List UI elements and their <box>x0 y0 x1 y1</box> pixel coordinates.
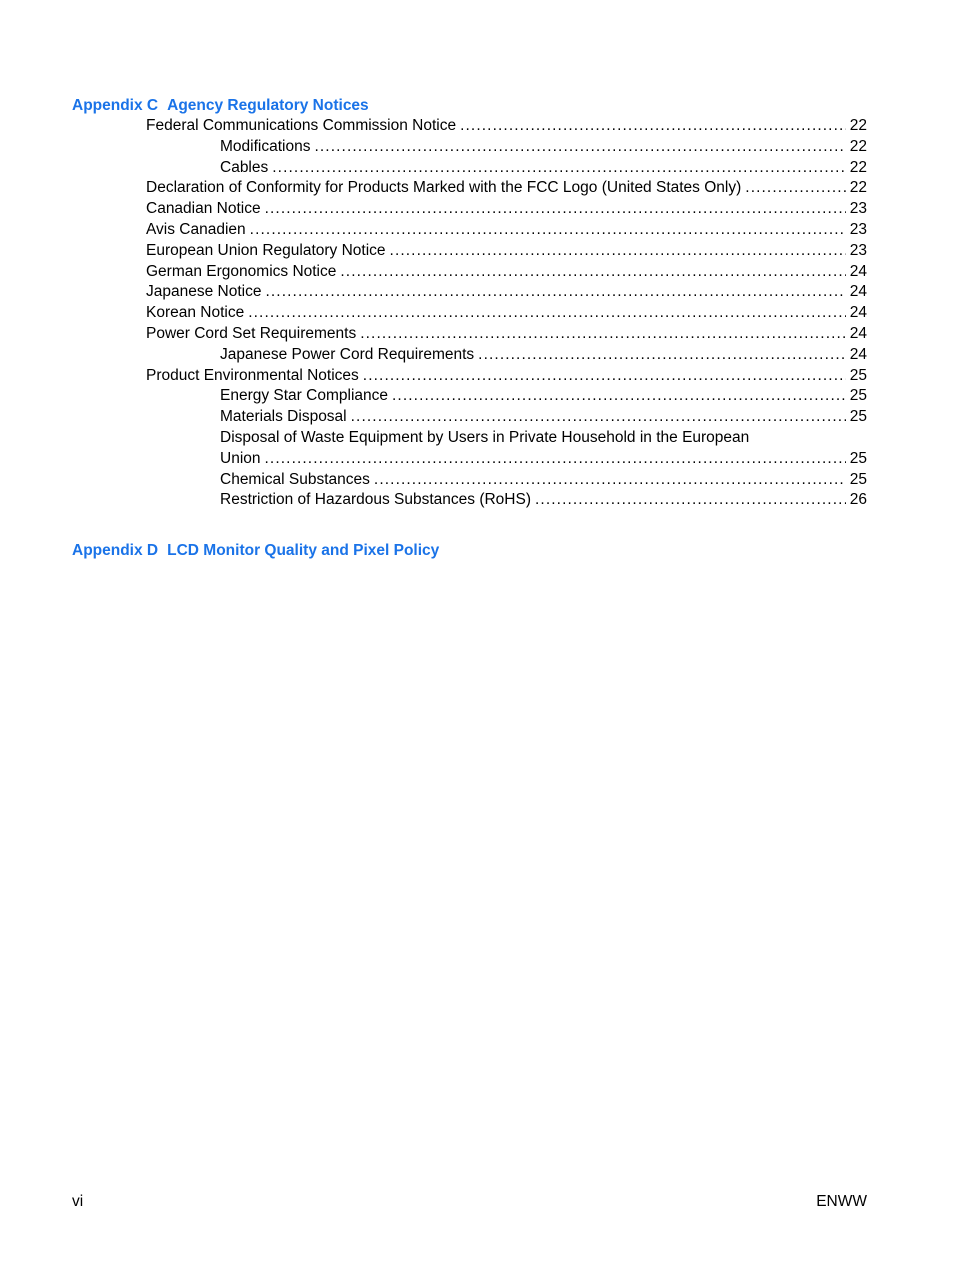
toc-entry[interactable] <box>0 262 954 283</box>
toc-entry-row <box>220 449 867 470</box>
toc-entry-title: Restriction of Hazardous Substances (RoHS) <box>220 491 531 509</box>
toc-entry-row <box>146 282 867 303</box>
toc-entry-title: Cables <box>220 158 269 176</box>
toc-entry-row <box>220 470 867 491</box>
toc-entry[interactable] <box>0 282 954 303</box>
toc-entry-title: Energy Star Compliance <box>220 387 388 405</box>
toc-dot-leader <box>392 386 846 407</box>
toc-entry-row <box>146 199 867 220</box>
toc-entry-row <box>146 303 867 324</box>
table-of-contents <box>0 116 954 511</box>
toc-page-number: 25 <box>849 366 867 384</box>
toc-dot-leader <box>478 345 846 366</box>
toc-dot-leader <box>265 449 846 470</box>
toc-page-number: 23 <box>849 220 867 238</box>
toc-page-number: 22 <box>849 117 867 134</box>
toc-entry-title: Modifications <box>220 137 311 155</box>
toc-entry[interactable] <box>0 199 954 220</box>
toc-entry[interactable] <box>0 345 954 366</box>
appendix-d-label: Appendix D <box>72 542 159 559</box>
toc-entry-row <box>220 490 867 511</box>
toc-entry-row <box>220 428 867 449</box>
toc-page-number: 23 <box>849 241 867 259</box>
toc-entry-row <box>146 116 867 137</box>
toc-entry[interactable] <box>0 158 954 179</box>
toc-entry-title: Disposal of Waste Equipment by Users in Private Household in the European <box>220 428 750 446</box>
footer-page-number: vi <box>72 1193 84 1210</box>
toc-dot-leader <box>535 490 846 511</box>
toc-entry-row <box>146 241 867 262</box>
toc-entry[interactable] <box>0 303 954 324</box>
toc-page-number: 26 <box>849 491 867 509</box>
toc-entry-title: Product Environmental Notices <box>146 366 359 384</box>
toc-dot-leader <box>745 178 845 199</box>
toc-dot-leader <box>374 470 846 491</box>
toc-dot-leader <box>363 366 846 387</box>
toc-entry-title: Japanese Notice <box>146 283 262 301</box>
toc-entry-title: Canadian Notice <box>146 200 261 218</box>
toc-dot-leader <box>351 407 846 428</box>
toc-entry-title: Union <box>220 449 261 467</box>
toc-entry-row <box>220 386 867 407</box>
footer-doc-code: ENWW <box>816 1193 867 1210</box>
toc-entry[interactable] <box>0 386 954 407</box>
toc-dot-leader <box>265 282 845 303</box>
toc-entry-row <box>146 366 867 387</box>
toc-entry-title: German Ergonomics Notice <box>146 262 337 280</box>
toc-entry-title: Federal Communications Commission Notice <box>146 117 457 134</box>
toc-entry-title: European Union Regulatory Notice <box>146 241 386 259</box>
toc-dot-leader <box>248 303 846 324</box>
toc-entry-title: Materials Disposal <box>220 408 347 426</box>
toc-entry-title: Korean Notice <box>146 304 245 322</box>
toc-page-number: 24 <box>849 324 867 342</box>
toc-dot-leader <box>265 199 846 220</box>
toc-entry-row <box>220 345 867 366</box>
toc-entry[interactable] <box>0 241 954 262</box>
toc-entry[interactable] <box>0 366 954 387</box>
toc-page-number: 24 <box>849 304 867 322</box>
toc-entry[interactable] <box>0 116 954 137</box>
toc-dot-leader <box>314 137 845 158</box>
toc-entry[interactable] <box>0 449 954 470</box>
toc-entry-row <box>146 262 867 283</box>
toc-dot-leader <box>340 262 845 283</box>
toc-page-number: 25 <box>849 449 867 467</box>
toc-page-number: 24 <box>849 262 867 280</box>
toc-entry[interactable] <box>0 324 954 345</box>
toc-dot-leader <box>272 158 846 179</box>
toc-entry-title: Power Cord Set Requirements <box>146 324 357 342</box>
appendix-d-heading[interactable] <box>72 541 439 561</box>
toc-entry[interactable] <box>0 178 954 199</box>
toc-page-number: 25 <box>849 387 867 405</box>
toc-entry-row <box>146 178 867 199</box>
toc-entry-row <box>220 407 867 428</box>
toc-entry[interactable] <box>0 428 954 449</box>
toc-page-number: 25 <box>849 470 867 488</box>
toc-entry-row <box>146 220 867 241</box>
toc-dot-leader <box>360 324 846 345</box>
toc-entry-title: Japanese Power Cord Requirements <box>220 345 475 363</box>
toc-dot-leader <box>460 116 846 137</box>
toc-entry-row <box>220 158 867 179</box>
toc-entry-row <box>220 137 867 158</box>
toc-page-number: 24 <box>849 345 867 363</box>
toc-entry-row <box>146 324 867 345</box>
toc-entry[interactable] <box>0 470 954 491</box>
appendix-d-title: LCD Monitor Quality and Pixel Policy <box>167 542 440 559</box>
toc-entry[interactable] <box>0 220 954 241</box>
toc-entry-title: Chemical Substances <box>220 470 370 488</box>
toc-page-number: 22 <box>849 137 867 155</box>
toc-entry[interactable] <box>0 407 954 428</box>
toc-entry[interactable] <box>0 137 954 158</box>
toc-dot-leader <box>390 241 846 262</box>
toc-entry[interactable] <box>0 490 954 511</box>
toc-page-number: 24 <box>849 283 867 301</box>
appendix-c-label: Appendix C <box>72 97 159 114</box>
appendix-c-heading[interactable] <box>72 96 369 116</box>
toc-dot-leader <box>250 220 846 241</box>
toc-entry-title: Avis Canadien <box>146 220 246 238</box>
toc-page-number: 23 <box>849 200 867 218</box>
toc-page-number: 22 <box>849 158 867 176</box>
toc-page-number: 25 <box>849 408 867 426</box>
toc-page-number: 22 <box>849 179 867 197</box>
toc-entry-title: Declaration of Conformity for Products Marked with the FCC Logo (United States Only) <box>146 179 742 197</box>
appendix-c-title: Agency Regulatory Notices <box>167 97 369 114</box>
